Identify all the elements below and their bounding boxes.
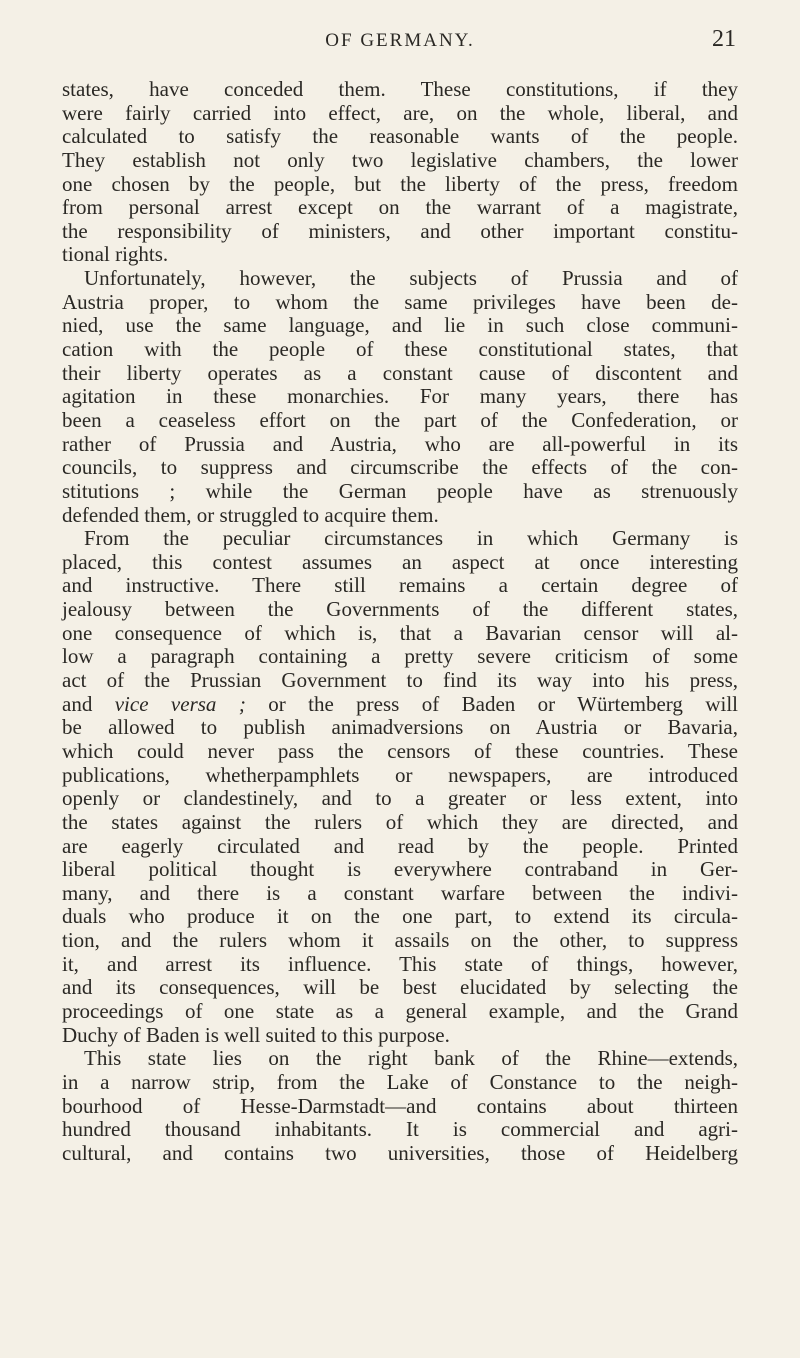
page-header	[62, 26, 738, 56]
text-line: openly or clandestinely, and to a greater or less extent, into	[62, 786, 738, 811]
text-line: Austria proper, to whom the same privileges have been de-	[62, 289, 738, 314]
text-line: low a paragraph containing a pretty severe criticism of some	[62, 644, 738, 669]
text-line: nied, use the same language, and lie in such close communi-	[62, 313, 738, 338]
text-line: the responsibility of ministers, and other important constitu-	[62, 218, 738, 243]
text-line: and its consequences, will be best elucidated by selecting the	[62, 975, 738, 1000]
text-line: This state lies on the right bank of the Rhine—extends,	[84, 1046, 738, 1071]
text-line: it, and arrest its influence. This state of things, however,	[62, 951, 738, 976]
text-line: cultural, and contains two universities, those of Heidelberg	[62, 1140, 738, 1165]
text-line: and instructive. There still remains a certain degree of	[62, 573, 738, 598]
text-line: proceedings of one state as a general example, and the Grand	[62, 998, 738, 1023]
text-line: one chosen by the people, but the liberty of the press, freedom	[62, 171, 738, 196]
text-line	[62, 693, 738, 717]
running-head: OF GERMANY.	[325, 30, 475, 51]
text-line: be allowed to publish animadversions on Austria or Bavaria,	[62, 715, 738, 740]
text-line: calculated to satisfy the reasonable wants of the people.	[62, 124, 738, 149]
text-line: Unfortunately, however, the subjects of Prussia and of	[84, 266, 738, 291]
text-line: bourhood of Hesse-Darmstadt—and contains about thirteen	[62, 1093, 738, 1118]
text-line: which could never pass the censors of these countries. These	[62, 738, 738, 763]
text-line: hundred thousand inhabitants. It is commercial and agri-	[62, 1117, 738, 1142]
text-segment: and	[62, 691, 115, 716]
text-line: the states against the rulers of which they are directed, and	[62, 809, 738, 834]
text-line: jealousy between the Governments of the different states,	[62, 597, 738, 622]
italic-phrase: vice versa ;	[114, 691, 246, 716]
text-line: Duchy of Baden is well suited to this purpose.	[62, 1022, 450, 1047]
page-number: 21	[712, 26, 736, 52]
text-line: councils, to suppress and circumscribe the effects of the con-	[62, 455, 738, 480]
text-line: act of the Prussian Government to find its way into his press,	[62, 668, 738, 693]
text-line: are eagerly circulated and read by the people. Printed	[62, 833, 738, 858]
text-segment: or the press of Baden or Würtemberg will	[245, 691, 738, 716]
text-line: duals who produce it on the one part, to extend its circula-	[62, 904, 738, 929]
text-line: in a narrow strip, from the Lake of Constance to the neigh-	[62, 1069, 738, 1094]
text-line: agitation in these monarchies. For many years, there has	[62, 384, 738, 409]
text-line: from personal arrest except on the warrant of a magistrate,	[62, 195, 738, 220]
text-line: liberal political thought is everywhere contraband in Ger-	[62, 857, 738, 882]
text-line: one consequence of which is, that a Bavarian censor will al-	[62, 620, 738, 645]
body-text	[62, 78, 738, 1165]
text-line: their liberty operates as a constant cause of discontent and	[62, 360, 738, 385]
text-line: many, and there is a constant warfare between the indivi-	[62, 880, 738, 905]
text-line: states, have conceded them. These constitutions, if they	[62, 77, 738, 101]
text-line: From the peculiar circumstances in which Germany is	[84, 526, 738, 551]
text-line: been a ceaseless effort on the part of the Confederation, or	[62, 407, 738, 432]
text-line: rather of Prussia and Austria, who are all-powerful in its	[62, 431, 738, 456]
text-line: cation with the people of these constitutional states, that	[62, 337, 738, 362]
text-line: defended them, or struggled to acquire them.	[62, 502, 439, 527]
text-line: placed, this contest assumes an aspect at once interesting	[62, 549, 738, 574]
text-line: tion, and the rulers whom it assails on the other, to suppress	[62, 928, 738, 953]
text-line: tional rights.	[62, 242, 169, 267]
text-line: They establish not only two legislative chambers, the lower	[62, 147, 738, 172]
text-line: were fairly carried into effect, are, on the whole, liberal, and	[62, 100, 738, 125]
text-line: publications, whetherpamphlets or newspapers, are introduced	[62, 762, 738, 787]
text-line: stitutions ; while the German people have as strenuously	[62, 478, 738, 503]
